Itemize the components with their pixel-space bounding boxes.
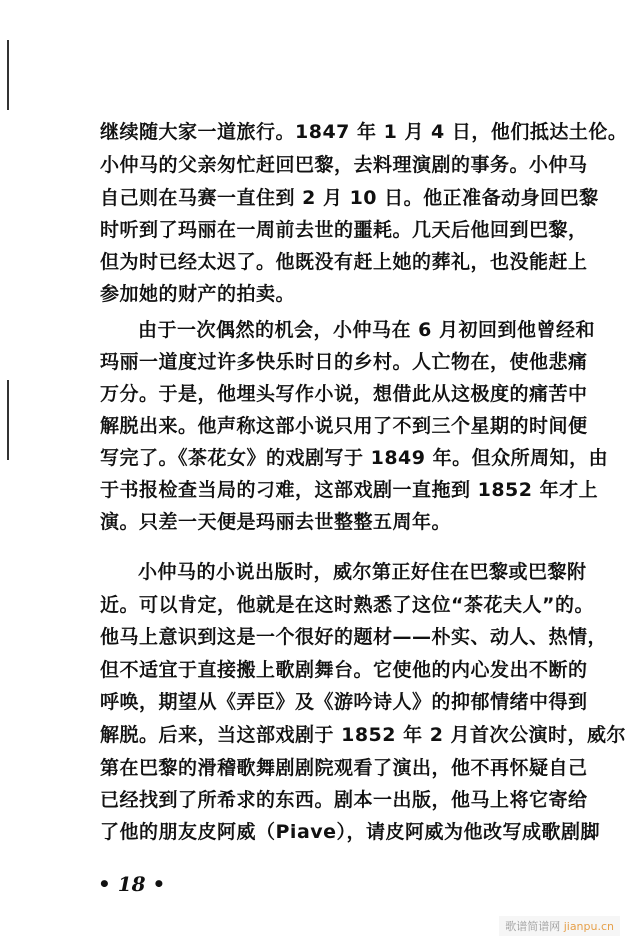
text-line: 近。可以肯定，他就是在这时熟悉了这位“茶花夫人”的。 bbox=[100, 594, 594, 616]
text-line: 于书报检查当局的刁难，这部戏剧一直拖到 1852 年才上 bbox=[100, 479, 599, 501]
text-line: 继续随大家一道旅行。1847 年 1 月 4 日，他们抵达土伦。 bbox=[100, 121, 628, 143]
text-line: 万分。于是，他埋头写作小说，想借此从这极度的痛苦中 bbox=[100, 383, 588, 405]
text-line: 玛丽一道度过许多快乐时日的乡村。人亡物在，使他悲痛 bbox=[100, 351, 588, 373]
text-line: 自己则在马赛一直住到 2 月 10 日。他正准备动身回巴黎 bbox=[100, 187, 599, 209]
text-line: 第在巴黎的滑稽歌舞剧剧院观看了演出，他不再怀疑自己 bbox=[100, 757, 588, 779]
text-line: 参加她的财产的拍卖。 bbox=[100, 283, 296, 305]
watermark-cn: 歌谱简谱网 bbox=[505, 920, 561, 933]
text-line: 解脱。后来，当这部戏剧于 1852 年 2 月首次公演时，威尔 bbox=[100, 724, 627, 746]
scan-margin-mark bbox=[7, 40, 9, 110]
watermark-en: jianpu.cn bbox=[563, 920, 614, 933]
text-line: 呼唤，期望从《弄臣》及《游吟诗人》的抑郁情绪中得到 bbox=[100, 691, 588, 713]
text-line: 已经找到了所希求的东西。剧本一出版，他马上将它寄给 bbox=[100, 789, 588, 811]
text-line: 写完了。《茶花女》的戏剧写于 1849 年。但众所周知，由 bbox=[100, 447, 609, 469]
text-line: 解脱出来。他声称这部小说只用了不到三个星期的时间便 bbox=[100, 415, 588, 437]
page-number: • 18 • bbox=[98, 872, 166, 896]
text-line: 由于一次偶然的机会，小仲马在 6 月初回到他曾经和 bbox=[138, 319, 595, 341]
text-line: 但为时已经太迟了。他既没有赶上她的葬礼，也没能赶上 bbox=[100, 251, 588, 273]
text-line: 了他的朋友皮阿威（Piave），请皮阿威为他改写成歌剧脚 bbox=[100, 821, 601, 843]
text-line: 但不适宜于直接搬上歌剧舞台。它使他的内心发出不断的 bbox=[100, 659, 588, 681]
text-line: 演。只差一天便是玛丽去世整整五周年。 bbox=[100, 511, 452, 533]
scan-margin-mark bbox=[7, 380, 9, 460]
text-line: 小仲马的小说出版时，威尔第正好住在巴黎或巴黎附 bbox=[138, 561, 587, 583]
text-line: 时听到了玛丽在一周前去世的噩耗。几天后他回到巴黎， bbox=[100, 219, 588, 241]
watermark bbox=[499, 916, 620, 936]
text-line: 他马上意识到这是一个很好的题材——朴实、动人、热情， bbox=[100, 626, 608, 648]
text-line: 小仲马的父亲匆忙赶回巴黎，去料理演剧的事务。小仲马 bbox=[100, 154, 588, 176]
